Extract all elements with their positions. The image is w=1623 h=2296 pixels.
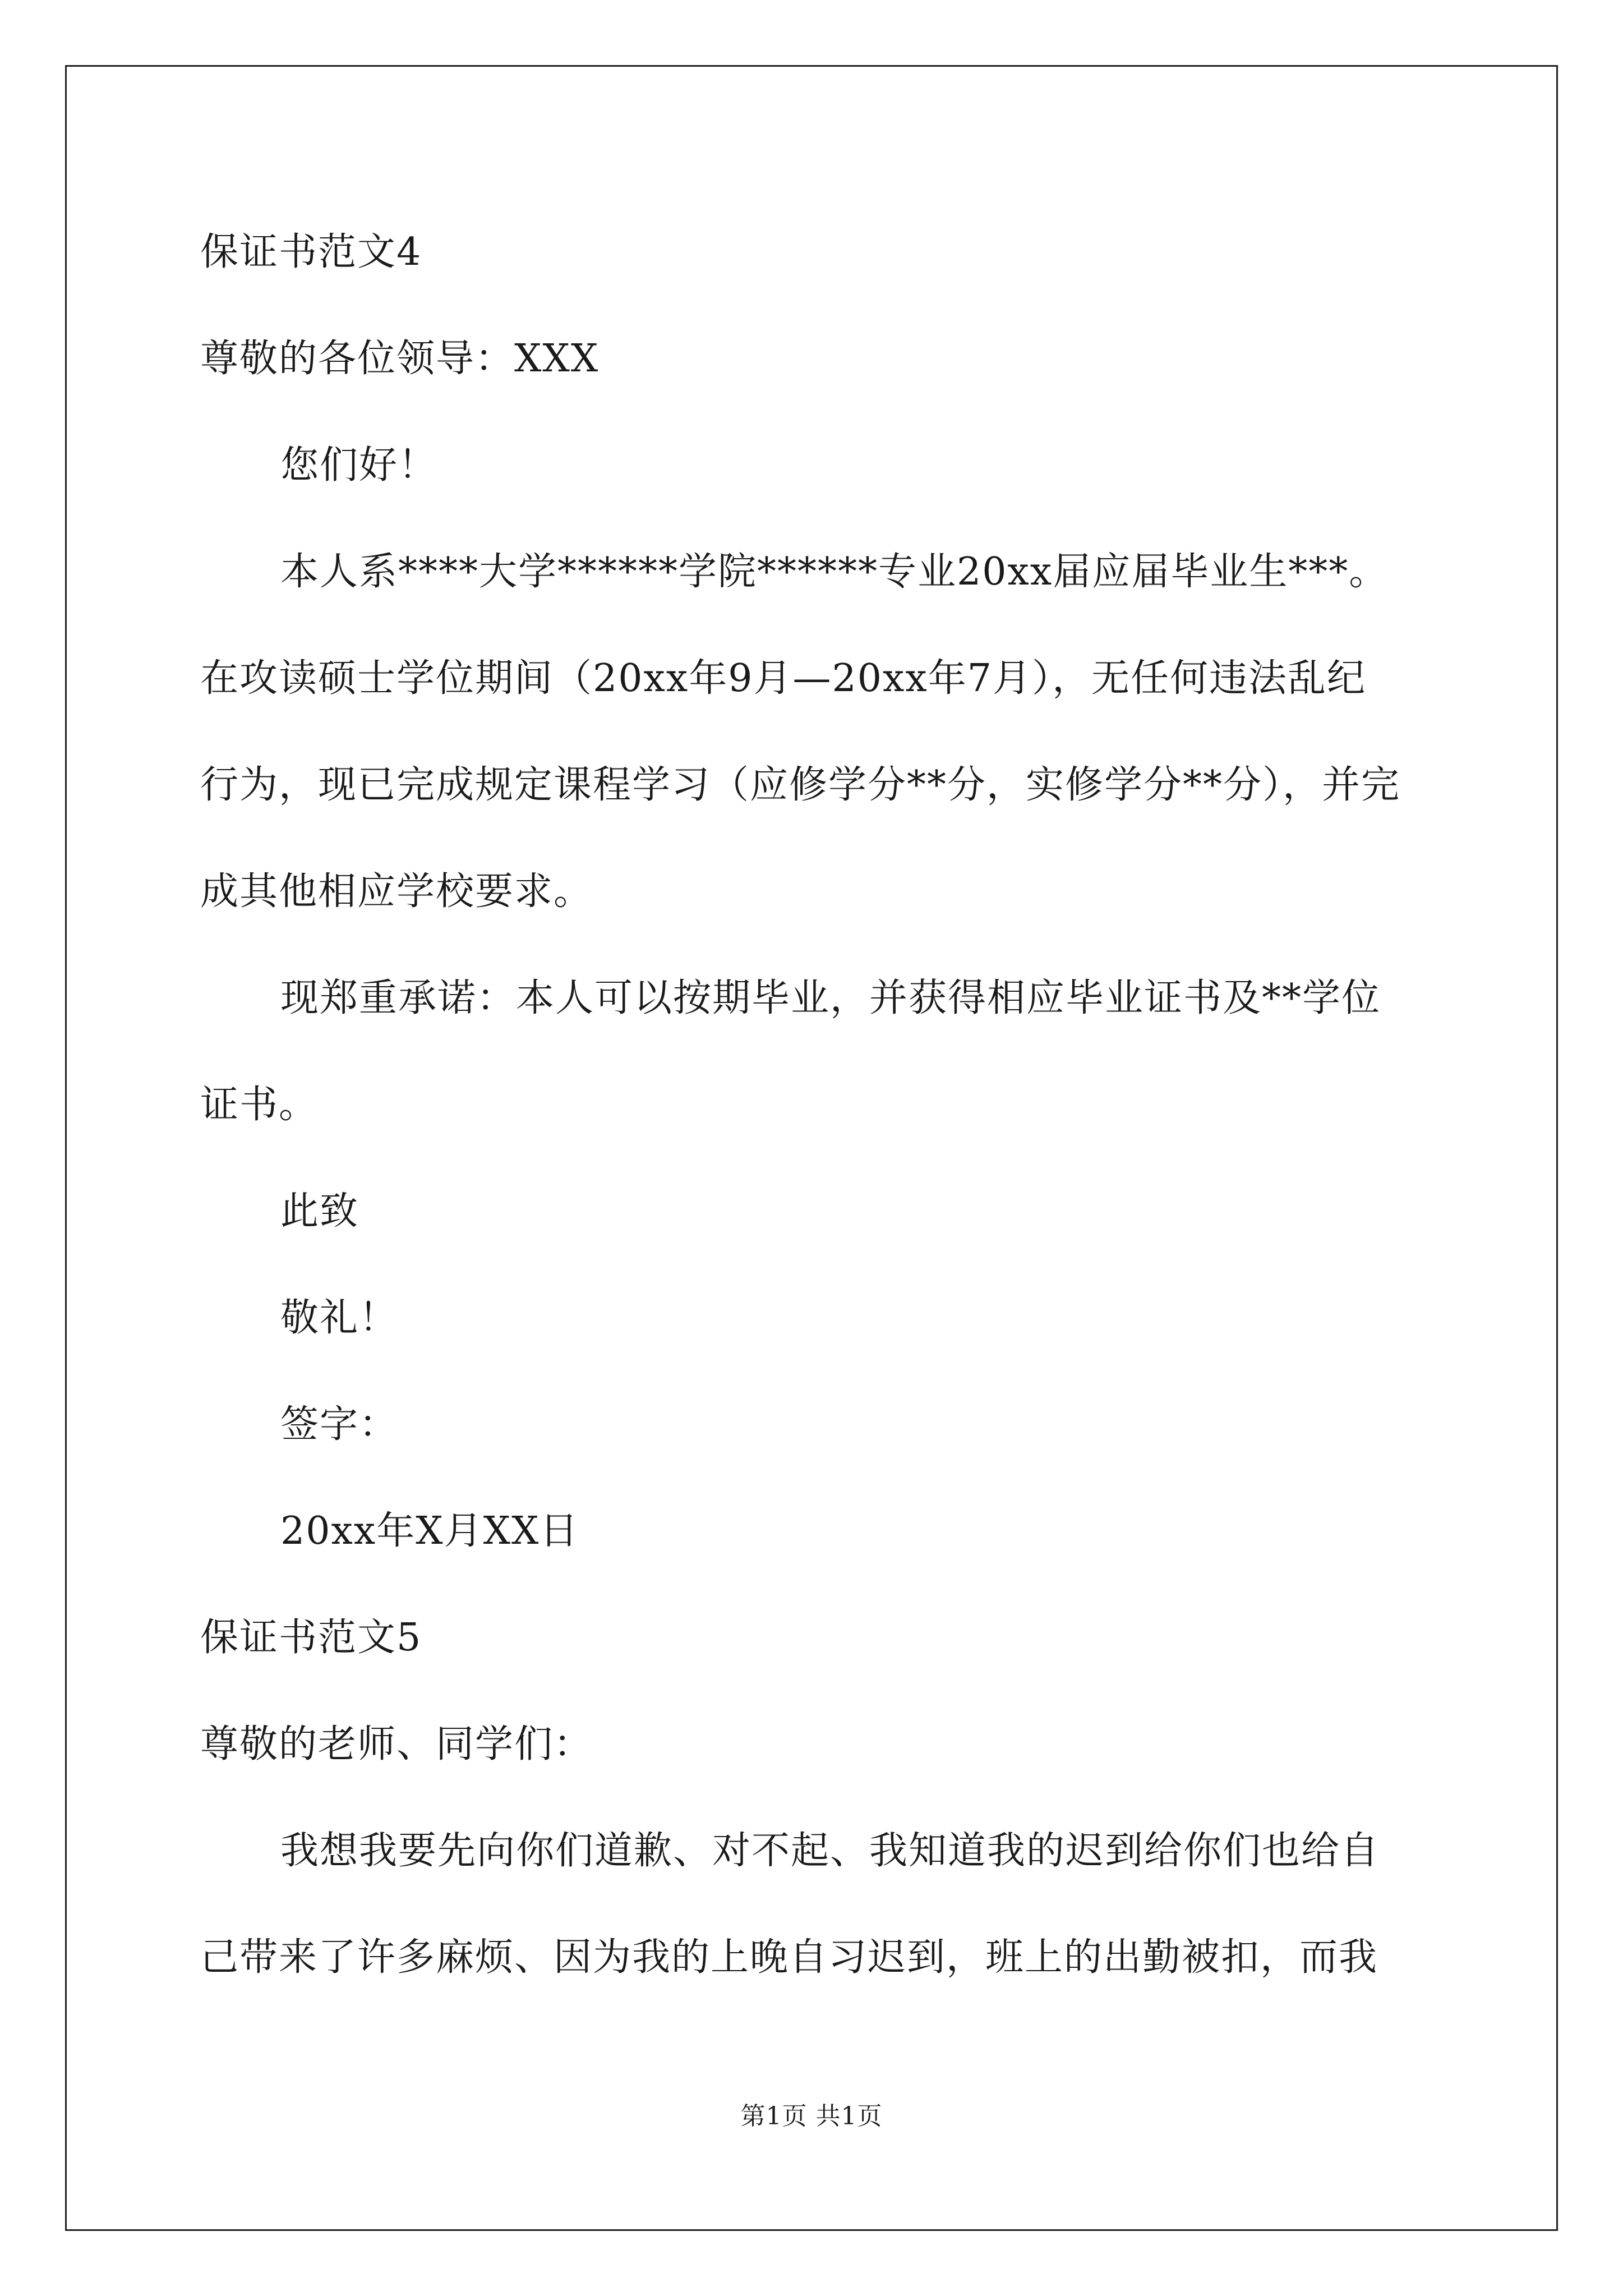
section-title: 保证书范文5 — [200, 1616, 422, 1660]
body-line: 现郑重承诺：本人可以按期毕业，并获得相应毕业证书及**学位 — [280, 976, 1381, 1020]
body-line: 成其他相应学校要求。 — [200, 869, 593, 914]
signature-label: 签字： — [280, 1402, 399, 1447]
body-line: 我想我要先向你们道歉、对不起、我知道我的迟到给你们也给自 — [280, 1829, 1380, 1873]
body-line: 己带来了许多麻烦、因为我的上晚自习迟到，班上的出勤被扣，而我 — [200, 1935, 1378, 1980]
closing: 此致 — [280, 1189, 359, 1234]
salutation: 尊敬的老师、同学们： — [200, 1722, 593, 1766]
date-line: 20xx年X月XX日 — [280, 1509, 579, 1553]
body-line: 在攻读硕士学位期间（20xx年9月—20xx年7月），无任何违法乱纪 — [200, 656, 1366, 701]
page-frame — [65, 65, 1558, 2231]
body-line: 本人系****大学******学院******专业20xx届应届毕业生***。 — [280, 550, 1389, 594]
salutation: 尊敬的各位领导：XXX — [200, 337, 600, 381]
section-title: 保证书范文4 — [200, 230, 422, 274]
page-footer: 第1页 共1页 — [740, 2102, 883, 2131]
closing: 敬礼！ — [280, 1296, 399, 1340]
body-line: 证书。 — [200, 1083, 319, 1127]
greeting: 您们好！ — [280, 443, 438, 487]
body-line: 行为，现已完成规定课程学习（应修学分**分，实修学分**分），并完 — [200, 763, 1401, 807]
